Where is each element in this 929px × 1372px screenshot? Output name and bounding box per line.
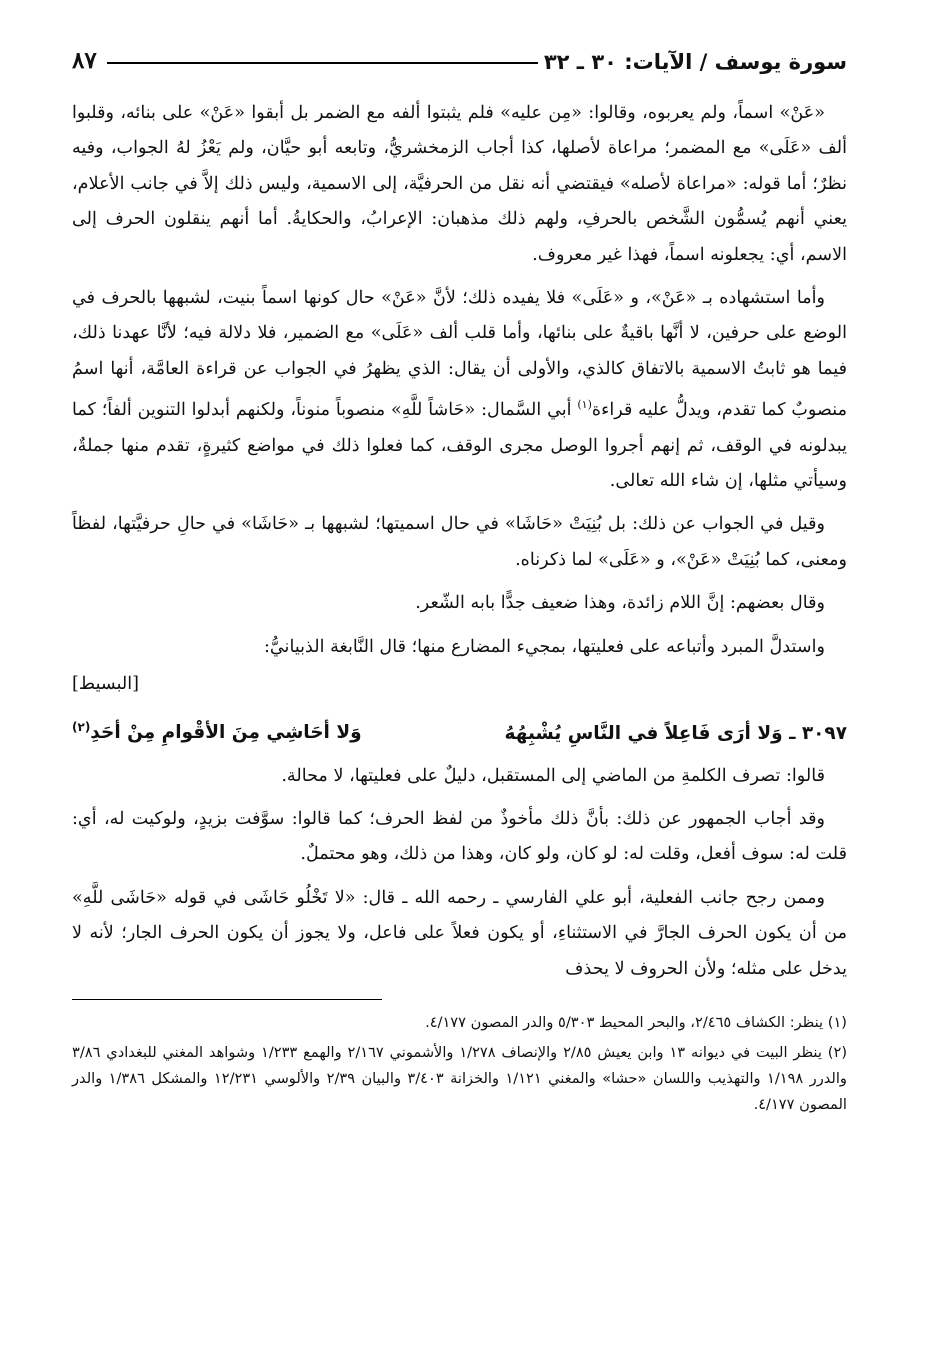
verse-first-text: وَلا أرَى فَاعِلاً في النَّاسِ يُشْبِهُهُ	[504, 722, 783, 744]
footnotes	[72, 1010, 847, 1118]
meter-label: [البسيط]	[72, 673, 139, 694]
footnote-1-label: (١)	[827, 1013, 847, 1031]
verse-second-hemistich	[72, 710, 362, 750]
paragraph-3: وقيل في الجواب عن ذلك: بل بُنِيَتْ «حَاشَا» في حال اسميتها؛ لشبهها بـ «حَاشَا» في حالِ حرفيَّتها، لفظاً ومعنى، كما بُنِيَتْ «عَنْ»، و «عَلَى» لما ذكرناه.	[72, 514, 847, 570]
footnote-ref-1: (١)	[577, 398, 592, 412]
footnote-2	[72, 1040, 847, 1118]
footnote-2-text: ينظر البيت في ديوانه ١٣ وابن يعيش ٢/٨٥ والإنصاف ١/٢٧٨ والأشموني ٢/١٦٧ والهمع ١/٢٣٣ وشواهد المغني للبغدادي ٣/٨٦ والدرر ١/١٩٨ والتهذيب واللسان «حشا» والمغني ١/١٢١ والخزانة ٣/٤٠٣ والبيان ٢/٣٩ والألوسي ١٢/٢٣١ والمشكل ١/٣٨٦ والدر المصون ٤/١٧٧.	[72, 1043, 847, 1113]
poetry-verse	[72, 710, 847, 750]
paragraph-4: وقال بعضهم: إنَّ اللام زائدة، وهذا ضعيف جدًّا بابه الشّعر.	[415, 593, 825, 614]
verse-second-text: وَلا أحَاشِي مِنَ الأقْوامِ مِنْ أحَدِ	[90, 722, 362, 744]
paragraph-6: قالوا: تصرف الكلمةِ من الماضي إلى المستقبل، دليلٌ على فعليتها، لا محالة.	[281, 765, 825, 786]
paragraph-2-part-b: أبي السَّمال: «حَاشاً للَّهِ» منصوباً منوناً، ولكنهم أبدلوا التنوين ألفاً؛ كما يبدلونه في الوقف، ثم إنهم أجروا الوصل مجرى الوقف، كما فعلوا ذلك في مواضع كثيرةٍ، تقدم منها جملةٌ، وسيأتي مثلها، إن شاء الله تعالى.	[72, 400, 847, 491]
footnote-separator	[72, 999, 382, 1000]
paragraph-2-part-a: وأما استشهاده بـ «عَنْ»، و «عَلَى» فلا يفيده ذلك؛ لأنَّ «عَنْ» حال كونها اسماً بنيت، لشبهها بالحرف في الوضع على حرفين، لا أنَّها باقيةٌ على بنائها، وأما قلب ألف «عَلَى» مع الضمير، فلا دلالة فيه؛ لأنَّا عهدنا ذلك، فيما هو ثابتُ الاسمية بالاتفاق كالذي، والأولى أن يقال: الذي يظهرُ في الجواب عن قراءة العامَّة، أنها اسمُ منصوبٌ كما تقدم، ويدلُّ عليه قراءة	[72, 288, 848, 421]
running-header	[72, 38, 847, 74]
header-rule	[107, 62, 538, 64]
main-text	[72, 96, 847, 987]
page-number: ٨٧	[72, 47, 97, 74]
footnote-2-label: (٢)	[827, 1043, 848, 1061]
verse-first-hemistich	[505, 717, 847, 751]
footnote-1-text: ينظر: الكشاف ٢/٤٦٥، والبحر المحيط ٥/٣٠٣ والدر المصون ٤/١٧٧.	[425, 1013, 824, 1031]
paragraph-1: «عَنْ» اسماً، ولم يعربوه، وقالوا: «مِن عليه» فلم يثبتوا ألفه مع الضمر بل أبقوا «عَنْ» على بنائه، وقلبوا ألف «عَلَى» مع المضمر؛ مراعاة لأصلها، كذا أجاب الزمخشريُّ، وتابعه أبو حيَّان، ولم يَعْزُ لهُ الجواب، وفيه نظرٌ؛ أما قوله: «مراعاة لأصله» فيقتضي أنه نقل من الحرفيَّة، إلى الاسمية، وليس ذلك إلاَّ في جانب الأعلام، يعني أنهم يُسمُّون الشَّخص بالحرفِ، ولهم ذلك مذهبان: الإعرابُ، والحكايةُ. أما أنهم ينقلون الحرف إلى الاسم، أي: يجعلونه اسماً، فهذا غير معروف.	[72, 103, 847, 265]
verse-number: ٣٠٩٧ ـ	[789, 722, 847, 744]
footnote-1	[72, 1010, 847, 1036]
running-title: سورة يوسف / الآيات: ٣٠ ـ ٣٢	[543, 50, 847, 74]
paragraph-8: وممن رجح جانب الفعلية، أبو علي الفارسي ـ رحمه الله ـ قال: «لا تَخْلُو حَاشَى في قوله «حَاشَى للَّهِ» من أن يكون الحرف الجارَّ في الاستثناءِ، أو يكون فعلاً على فاعل، ولا يجوز أن يكون الحرف الجار؛ لأنه لا يدخل على مثله؛ ولأن الحروف لا يحذف	[72, 887, 847, 979]
paragraph-2	[72, 281, 847, 499]
paragraph-5: واستدلَّ المبرد وأتباعه على فعليتها، بمجيء المضارع منها؛ قال النَّابغة الذبيانيُّ:	[263, 636, 825, 657]
footnote-ref-2: (٢)	[72, 720, 91, 735]
paragraph-7: وقد أجاب الجمهور عن ذلك: بأنَّ ذلك مأخوذٌ من لفظ الحرف؛ كما قالوا: سوَّفت بزيدٍ، ولوكيت له، أي: قلت له: سوف أفعل، وقلت له: لو كان، ولو كان، وهذا من ذلك، وهو محتملٌ.	[72, 808, 847, 865]
